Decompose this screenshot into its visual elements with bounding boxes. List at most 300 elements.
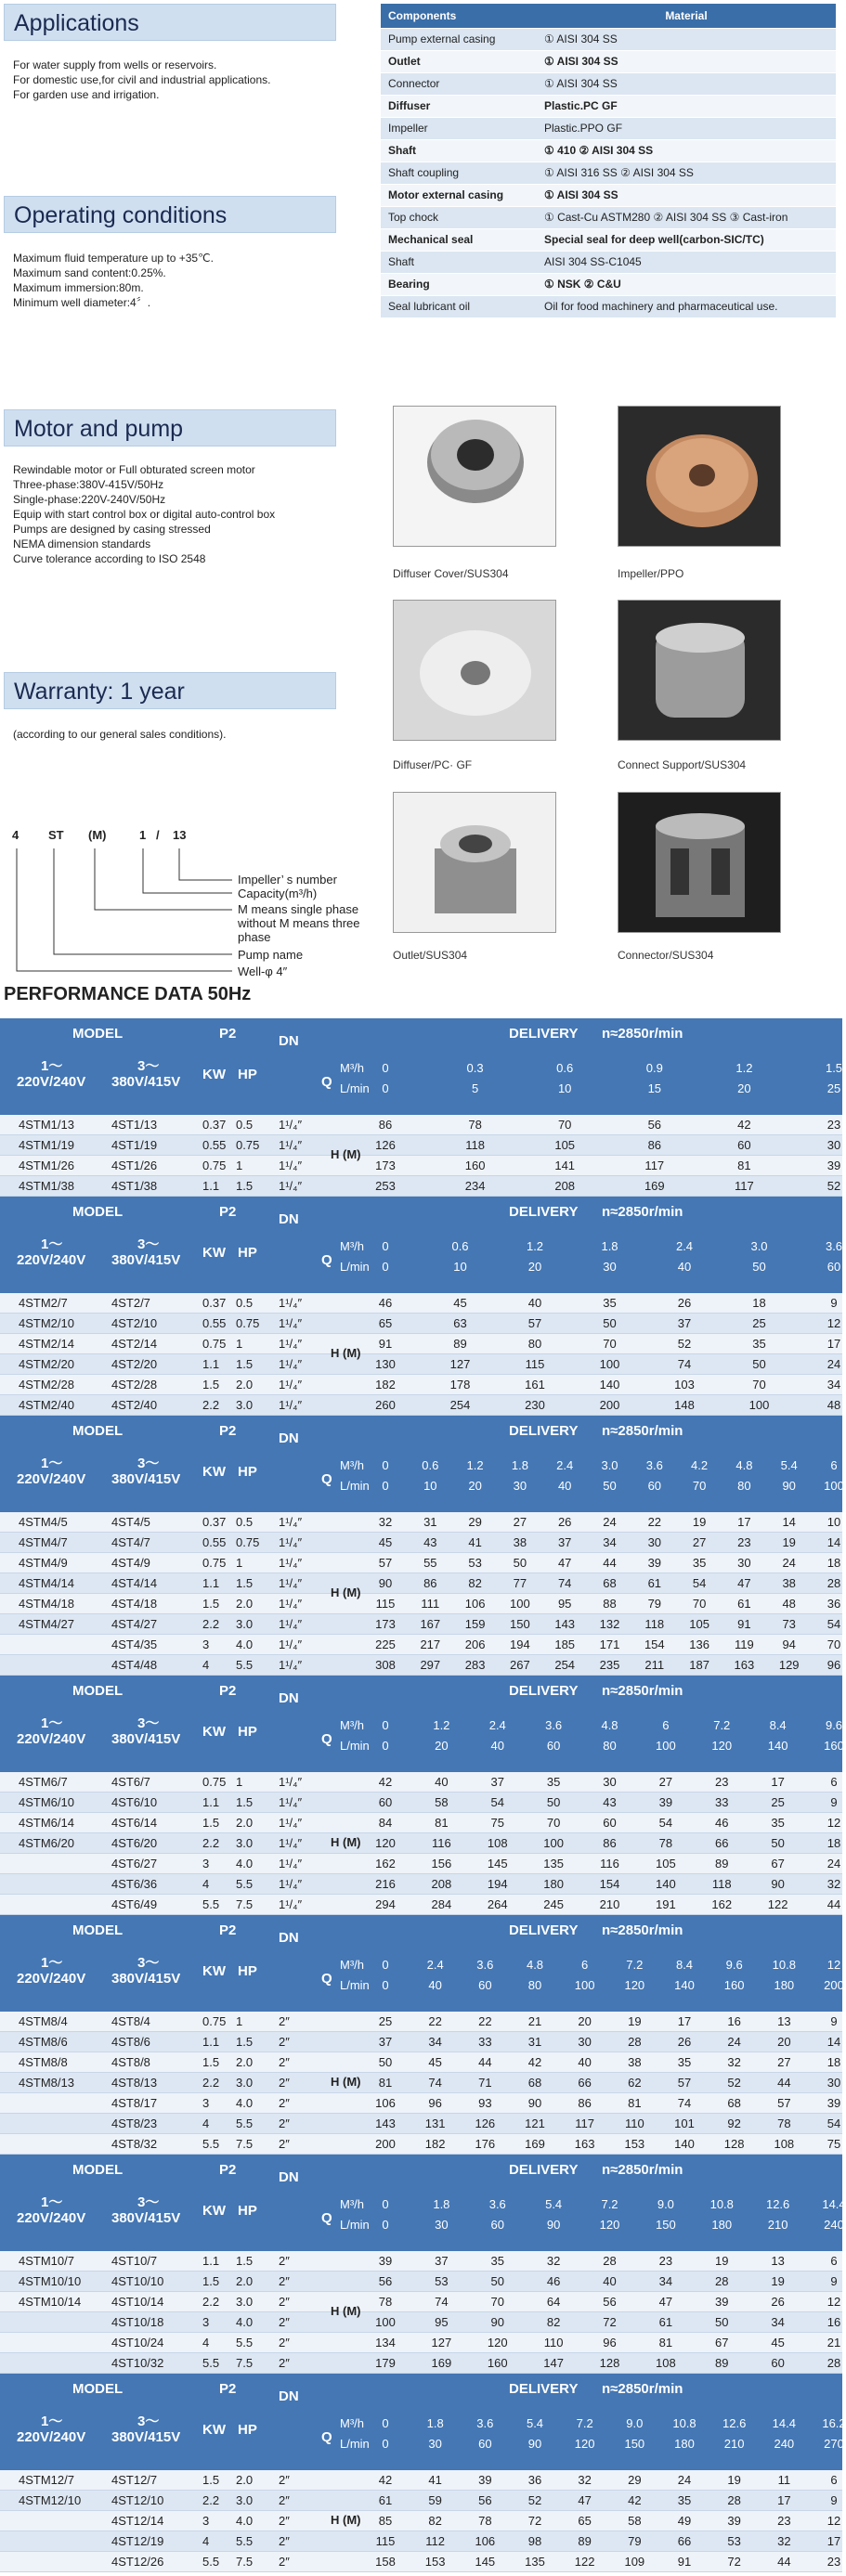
head-value: 23 (658, 2254, 673, 2268)
table-row (0, 1533, 842, 1553)
head-value: 22 (428, 2014, 442, 2028)
head-value: 48 (826, 1398, 841, 1412)
single-phase-voltage: 220V/240V (17, 2210, 86, 2226)
m3h-label: M³/h (340, 2197, 364, 2211)
table-row (0, 2251, 842, 2272)
head-value: 117 (644, 1159, 665, 1172)
kw-value: 0.75 (202, 1159, 227, 1172)
head-value: 210 (599, 1897, 620, 1911)
single-phase-model: 4STM10/10 (19, 2274, 82, 2288)
head-value: 34 (771, 2315, 785, 2329)
single-phase-model: 4STM1/38 (19, 1179, 74, 1193)
table-row (0, 1334, 842, 1354)
flow-m3h-tick: 1.8 (433, 2197, 450, 2211)
head-value: 40 (435, 1775, 449, 1789)
head-value: 91 (677, 2555, 692, 2569)
three-phase-model: 4ST1/19 (111, 1138, 158, 1152)
flow-m3h-tick: 4.2 (691, 1458, 709, 1472)
flow-lmin-tick: 180 (674, 2437, 695, 2451)
head-value: 122 (574, 2555, 595, 2569)
head-value: 108 (487, 1836, 508, 1850)
head-value: 27 (658, 1775, 673, 1789)
flow-lmin-tick: 80 (737, 1479, 751, 1493)
motor-text: Rewindable motor or Full obturated screen motor Three-phase:380V-415V/50Hz Single-phase:220V-240V/50Hz Equip with start control box or digital auto-control box Pumps are designed by casing stressed NEMA dimension standards Curve tolerance according to ISO 2548 (13, 463, 276, 565)
materials-row: Bearing ① NSK ② C&U (381, 273, 836, 295)
hp-value: 1 (236, 1775, 243, 1789)
single-phase-model: 4STM4/27 (19, 1617, 74, 1631)
head-value: 254 (554, 1658, 576, 1672)
performance-body (0, 1293, 842, 1416)
performance-block (0, 1018, 842, 1197)
head-value: 70 (752, 1378, 766, 1392)
flow-m3h-tick: 1.8 (426, 2416, 444, 2430)
single-phase-model: 4STM8/6 (19, 2035, 68, 2049)
performance-body (0, 2012, 842, 2155)
head-value: 70 (546, 1816, 561, 1830)
single-phase-label: 1～ (41, 1955, 63, 1971)
head-value: 28 (603, 2254, 617, 2268)
dn-label: DN (279, 1930, 299, 1946)
head-value: 35 (692, 1556, 707, 1570)
flow-m3h-tick: 6 (662, 1718, 670, 1732)
three-phase-model: 4ST10/14 (111, 2295, 164, 2309)
head-value: 39 (658, 1795, 673, 1809)
head-value: 121 (525, 2116, 545, 2130)
head-value: 267 (510, 1658, 530, 1672)
dn-value: 2″ (279, 2493, 290, 2507)
flow-m3h-tick: 7.2 (713, 1718, 731, 1732)
head-value: 9 (830, 1296, 838, 1310)
flow-m3h-tick: 12 (826, 1958, 841, 1972)
dn-value: 2″ (279, 2035, 290, 2049)
hp-value: 0.5 (236, 1118, 254, 1132)
head-value: 141 (554, 1159, 576, 1172)
head-value: 95 (435, 2315, 449, 2329)
head-value: 162 (711, 1897, 733, 1911)
head-value: 9 (830, 1795, 838, 1809)
head-value: 127 (449, 1357, 471, 1371)
head-value: 182 (375, 1378, 396, 1392)
table-row (0, 1135, 842, 1156)
materials-row: Top chock ① Cast-Cu ASTM280 ② AISI 304 SS ③ Cast-iron (381, 206, 836, 228)
head-value: 194 (510, 1638, 530, 1651)
flow-lmin-tick: 0 (382, 1479, 389, 1493)
table-row (0, 2052, 842, 2073)
materials-row: Mechanical seal Special seal for deep well(carbon-SIC/TC) (381, 228, 836, 251)
head-value: 50 (715, 2315, 729, 2329)
warranty-text: (according to our general sales conditions). (13, 728, 227, 741)
three-phase-model: 4ST10/7 (111, 2254, 158, 2268)
three-phase-model: 4ST2/28 (111, 1378, 158, 1392)
dn-value: 1¹/₄″ (279, 1775, 303, 1789)
head-value: 20 (578, 2014, 592, 2028)
head-value: 81 (378, 2076, 393, 2090)
head-value: 19 (771, 2274, 785, 2288)
table-row (0, 1635, 842, 1655)
head-value: 56 (378, 2274, 393, 2288)
head-value: 90 (771, 1877, 785, 1891)
head-value: 89 (453, 1337, 467, 1351)
head-value: 88 (603, 1597, 617, 1611)
head-value: 32 (777, 2534, 791, 2548)
hp-value: 5.5 (236, 2534, 254, 2548)
head-value: 235 (599, 1658, 620, 1672)
head-value: 140 (674, 2137, 695, 2151)
head-value: 14 (826, 2035, 841, 2049)
head-value: 6 (830, 1775, 838, 1789)
table-row (0, 1573, 842, 1594)
flow-m3h-tick: 1.2 (526, 1239, 544, 1253)
hp-value: 2.0 (236, 2055, 254, 2069)
head-value: 91 (737, 1617, 751, 1631)
flow-lmin-tick: 150 (624, 2437, 645, 2451)
three-phase-model: 4ST4/14 (111, 1576, 158, 1590)
kw-value: 4 (202, 1877, 210, 1891)
performance-block (0, 1915, 842, 2155)
head-value: 68 (603, 1576, 617, 1590)
applications-text: For water supply from wells or reservoirs. For domestic use,for civil and industrial applications. For garden use and irrigation. (13, 58, 271, 101)
single-phase-model: 4STM2/20 (19, 1357, 74, 1371)
head-value: 24 (677, 2473, 692, 2487)
head-value: 135 (543, 1857, 564, 1871)
three-phase-model: 4ST6/49 (111, 1897, 158, 1911)
head-value: 34 (658, 2274, 673, 2288)
dn-value: 1¹/₄″ (279, 1515, 303, 1529)
dn-value: 2″ (279, 2014, 290, 2028)
m3h-label: M³/h (340, 1958, 364, 1972)
kw-value: 1.5 (202, 1816, 220, 1830)
head-value: 71 (478, 2076, 492, 2090)
head-value: 44 (603, 1556, 617, 1570)
head-label: H (M) (331, 2304, 361, 2318)
q-label: Q (321, 1971, 332, 1987)
hp-value: 3.0 (236, 1398, 254, 1412)
materials-header-material: Material (537, 4, 836, 28)
table-row (0, 1833, 842, 1854)
three-phase-model: 4ST1/26 (111, 1159, 158, 1172)
head-value: 35 (603, 1296, 617, 1310)
single-phase-model: 4STM1/26 (19, 1159, 74, 1172)
lmin-label: L/min (340, 1739, 370, 1753)
flow-lmin-tick: 60 (546, 1739, 561, 1753)
table-row (0, 1655, 842, 1676)
delivery-label: DELIVERY (509, 1423, 579, 1439)
head-value: 77 (513, 1576, 527, 1590)
head-value: 16 (727, 2014, 741, 2028)
head-value: 72 (527, 2514, 542, 2528)
code-part-series: 4 (12, 828, 20, 842)
table-row (0, 1553, 842, 1573)
lmin-label: L/min (340, 2218, 370, 2232)
table-row (0, 2114, 842, 2134)
flow-lmin-tick: 240 (774, 2437, 795, 2451)
single-phase-voltage: 220V/240V (17, 2429, 86, 2445)
speed-label: n≈2850r/min (602, 1204, 683, 1220)
kw-value: 0.55 (202, 1535, 227, 1549)
p2-label: P2 (219, 1922, 237, 1938)
head-value: 35 (752, 1337, 766, 1351)
kw-value: 0.75 (202, 1337, 227, 1351)
speed-label: n≈2850r/min (602, 1922, 683, 1938)
three-phase-voltage: 380V/415V (111, 1731, 181, 1747)
dn-value: 2″ (279, 2473, 290, 2487)
head-value: 86 (647, 1138, 662, 1152)
head-value: 60 (737, 1138, 751, 1152)
head-value: 28 (826, 2356, 841, 2370)
flow-m3h-tick: 0 (382, 1239, 389, 1253)
three-phase-model: 4ST1/13 (111, 1118, 158, 1132)
head-value: 39 (478, 2473, 492, 2487)
head-value: 171 (599, 1638, 620, 1651)
single-phase-voltage: 220V/240V (17, 1471, 86, 1487)
head-value: 38 (513, 1535, 527, 1549)
head-value: 27 (777, 2055, 791, 2069)
head-value: 36 (527, 2473, 542, 2487)
dn-value: 2″ (279, 2555, 290, 2569)
dn-label: DN (279, 1690, 299, 1706)
materials-row: Motor external casing ① AISI 304 SS (381, 184, 836, 206)
head-value: 245 (543, 1897, 564, 1911)
flow-m3h-tick: 9.0 (626, 2416, 644, 2430)
head-value: 52 (677, 1337, 692, 1351)
head-value: 156 (431, 1857, 452, 1871)
three-phase-model: 4ST4/27 (111, 1617, 158, 1631)
hp-value: 5.5 (236, 2116, 254, 2130)
head-value: 50 (513, 1556, 527, 1570)
flow-m3h-tick: 0.6 (422, 1458, 439, 1472)
head-value: 140 (656, 1877, 676, 1891)
head-value: 32 (826, 1877, 841, 1891)
head-value: 22 (647, 1515, 662, 1529)
single-phase-model: 4STM2/7 (19, 1296, 68, 1310)
head-value: 23 (777, 2514, 791, 2528)
flow-m3h-tick: 3.6 (825, 1239, 843, 1253)
head-value: 94 (782, 1638, 796, 1651)
head-value: 17 (777, 2493, 791, 2507)
head-value: 132 (599, 1617, 620, 1631)
head-value: 12 (826, 1816, 841, 1830)
head-value: 17 (826, 1337, 841, 1351)
flow-lmin-tick: 120 (574, 2437, 595, 2451)
head-value: 23 (737, 1535, 751, 1549)
head-value: 62 (628, 2076, 642, 2090)
dn-value: 1¹/₄″ (279, 1138, 303, 1152)
head-value: 32 (378, 1515, 393, 1529)
head-value: 49 (677, 2514, 692, 2528)
table-row (0, 1854, 842, 1874)
head-value: 63 (453, 1316, 467, 1330)
head-value: 173 (375, 1159, 396, 1172)
model-label: MODEL (72, 2381, 124, 2397)
flow-lmin-tick: 70 (692, 1479, 707, 1493)
head-value: 57 (378, 1556, 393, 1570)
kw-value: 1.5 (202, 1597, 220, 1611)
head-value: 169 (525, 2137, 545, 2151)
operating-header: Operating conditions (4, 196, 336, 233)
delivery-label: DELIVERY (509, 2381, 579, 2397)
table-row (0, 1375, 842, 1395)
performance-body (0, 2251, 842, 2374)
dn-value: 2″ (279, 2534, 290, 2548)
three-phase-model: 4ST8/4 (111, 2014, 150, 2028)
code-part-capacity: 1 (139, 828, 147, 842)
head-value: 40 (578, 2055, 592, 2069)
dn-label: DN (279, 2388, 299, 2404)
head-value: 60 (603, 1816, 617, 1830)
head-value: 78 (478, 2514, 492, 2528)
head-value: 39 (647, 1556, 662, 1570)
flow-lmin-tick: 160 (723, 1978, 745, 1992)
head-value: 14 (782, 1515, 796, 1529)
head-value: 44 (777, 2555, 791, 2569)
head-value: 211 (644, 1658, 665, 1672)
kw-value: 3 (202, 1857, 210, 1871)
m3h-label: M³/h (340, 1458, 364, 1472)
flow-lmin-tick: 50 (752, 1260, 766, 1274)
kw-value: 0.75 (202, 1775, 227, 1789)
head-value: 127 (431, 2336, 452, 2349)
hp-value: 3.0 (236, 1617, 254, 1631)
head-value: 98 (527, 2534, 542, 2548)
head-value: 35 (771, 1816, 785, 1830)
head-value: 50 (771, 1836, 785, 1850)
flow-m3h-tick: 7.2 (626, 1958, 644, 1972)
three-phase-model: 4ST8/8 (111, 2055, 150, 2069)
single-phase-model: 4STM8/4 (19, 2014, 68, 2028)
head-value: 9 (830, 2274, 838, 2288)
head-value: 82 (546, 2315, 561, 2329)
three-phase-label: 3～ (137, 2414, 160, 2429)
q-label: Q (321, 2429, 332, 2445)
head-value: 230 (525, 1398, 545, 1412)
head-value: 45 (771, 2336, 785, 2349)
head-value: 173 (375, 1617, 396, 1631)
head-value: 200 (375, 2137, 396, 2151)
head-value: 143 (554, 1617, 576, 1631)
three-phase-model: 4ST4/35 (111, 1638, 158, 1651)
flow-m3h-tick: 0 (382, 2416, 389, 2430)
dn-value: 1¹/₄″ (279, 1398, 303, 1412)
head-value: 40 (527, 1296, 542, 1310)
head-value: 46 (546, 2274, 561, 2288)
head-value: 30 (647, 1535, 662, 1549)
head-value: 200 (599, 1398, 620, 1412)
three-phase-model: 4ST10/18 (111, 2315, 164, 2329)
m3h-label: M³/h (340, 1061, 364, 1075)
head-value: 308 (375, 1658, 396, 1672)
dn-value: 1¹/₄″ (279, 1378, 303, 1392)
lmin-label: L/min (340, 1978, 370, 1992)
photo-caption: Outlet/SUS304 (393, 949, 468, 962)
hp-value: 0.75 (236, 1535, 260, 1549)
table-row (0, 1395, 842, 1416)
head-value: 169 (431, 2356, 452, 2370)
flow-lmin-tick: 210 (767, 2218, 788, 2232)
head-label: H (M) (331, 1835, 361, 1849)
single-phase-model: 4STM2/28 (19, 1378, 74, 1392)
head-value: 131 (424, 2116, 446, 2130)
head-value: 108 (774, 2137, 795, 2151)
head-value: 53 (468, 1556, 482, 1570)
flow-lmin-tick: 120 (711, 1739, 733, 1753)
performance-block (0, 1197, 842, 1416)
q-label: Q (321, 1731, 332, 1747)
dn-value: 2″ (279, 2254, 290, 2268)
flow-m3h-tick: 0 (382, 1061, 389, 1075)
dn-value: 1¹/₄″ (279, 1877, 303, 1891)
flow-lmin-tick: 15 (647, 1081, 662, 1095)
head-value: 163 (574, 2137, 595, 2151)
three-phase-model: 4ST6/36 (111, 1877, 158, 1891)
p2-label: P2 (219, 2381, 237, 2397)
single-phase-model: 4STM4/18 (19, 1597, 74, 1611)
head-value: 39 (727, 2514, 741, 2528)
head-value: 26 (677, 1296, 692, 1310)
head-value: 106 (475, 2534, 496, 2548)
photo-caption: Impeller/PPO (618, 567, 684, 580)
head-value: 61 (647, 1576, 662, 1590)
head-value: 45 (428, 2055, 442, 2069)
flow-m3h-tick: 4.8 (526, 1958, 544, 1972)
single-phase-label: 1～ (41, 2414, 63, 2429)
head-value: 264 (487, 1897, 508, 1911)
head-value: 25 (378, 2014, 393, 2028)
head-value: 40 (603, 2274, 617, 2288)
flow-m3h-tick: 3.6 (476, 1958, 494, 1972)
head-value: 47 (557, 1556, 572, 1570)
lmin-label: L/min (340, 2437, 370, 2451)
head-value: 109 (624, 2555, 645, 2569)
flow-lmin-tick: 60 (647, 1479, 662, 1493)
hp-value: 1 (236, 1556, 243, 1570)
flow-m3h-tick: 1.2 (735, 1061, 753, 1075)
head-value: 60 (378, 1795, 393, 1809)
q-label: Q (321, 1471, 332, 1487)
head-value: 54 (826, 2116, 841, 2130)
single-phase-voltage: 220V/240V (17, 1731, 86, 1747)
head-value: 118 (644, 1617, 665, 1631)
head-value: 59 (428, 2493, 442, 2507)
flow-lmin-tick: 100 (574, 1978, 595, 1992)
head-value: 85 (378, 2514, 393, 2528)
head-value: 134 (375, 2336, 396, 2349)
kw-value: 1.1 (202, 1795, 220, 1809)
speed-label: n≈2850r/min (602, 2162, 683, 2178)
head-value: 73 (782, 1617, 796, 1631)
head-value: 33 (715, 1795, 729, 1809)
head-label: H (M) (331, 2075, 361, 2089)
flow-m3h-tick: 4.8 (601, 1718, 618, 1732)
three-phase-voltage: 380V/415V (111, 1074, 181, 1090)
three-phase-model: 4ST8/32 (111, 2137, 158, 2151)
dn-value: 1¹/₄″ (279, 1658, 303, 1672)
flow-lmin-tick: 270 (824, 2437, 844, 2451)
hp-value: 4.0 (236, 1638, 254, 1651)
head-value: 74 (428, 2076, 442, 2090)
head-value: 158 (375, 2555, 396, 2569)
three-phase-model: 4ST6/14 (111, 1816, 158, 1830)
hp-value: 1.5 (236, 2035, 254, 2049)
head-value: 67 (771, 1857, 785, 1871)
head-label: H (M) (331, 1586, 361, 1599)
head-value: 14 (826, 1535, 841, 1549)
head-value: 120 (375, 1836, 396, 1850)
head-value: 12 (826, 1316, 841, 1330)
head-value: 284 (431, 1897, 452, 1911)
head-value: 86 (423, 1576, 437, 1590)
head-value: 111 (421, 1597, 440, 1611)
table-row (0, 1614, 842, 1635)
